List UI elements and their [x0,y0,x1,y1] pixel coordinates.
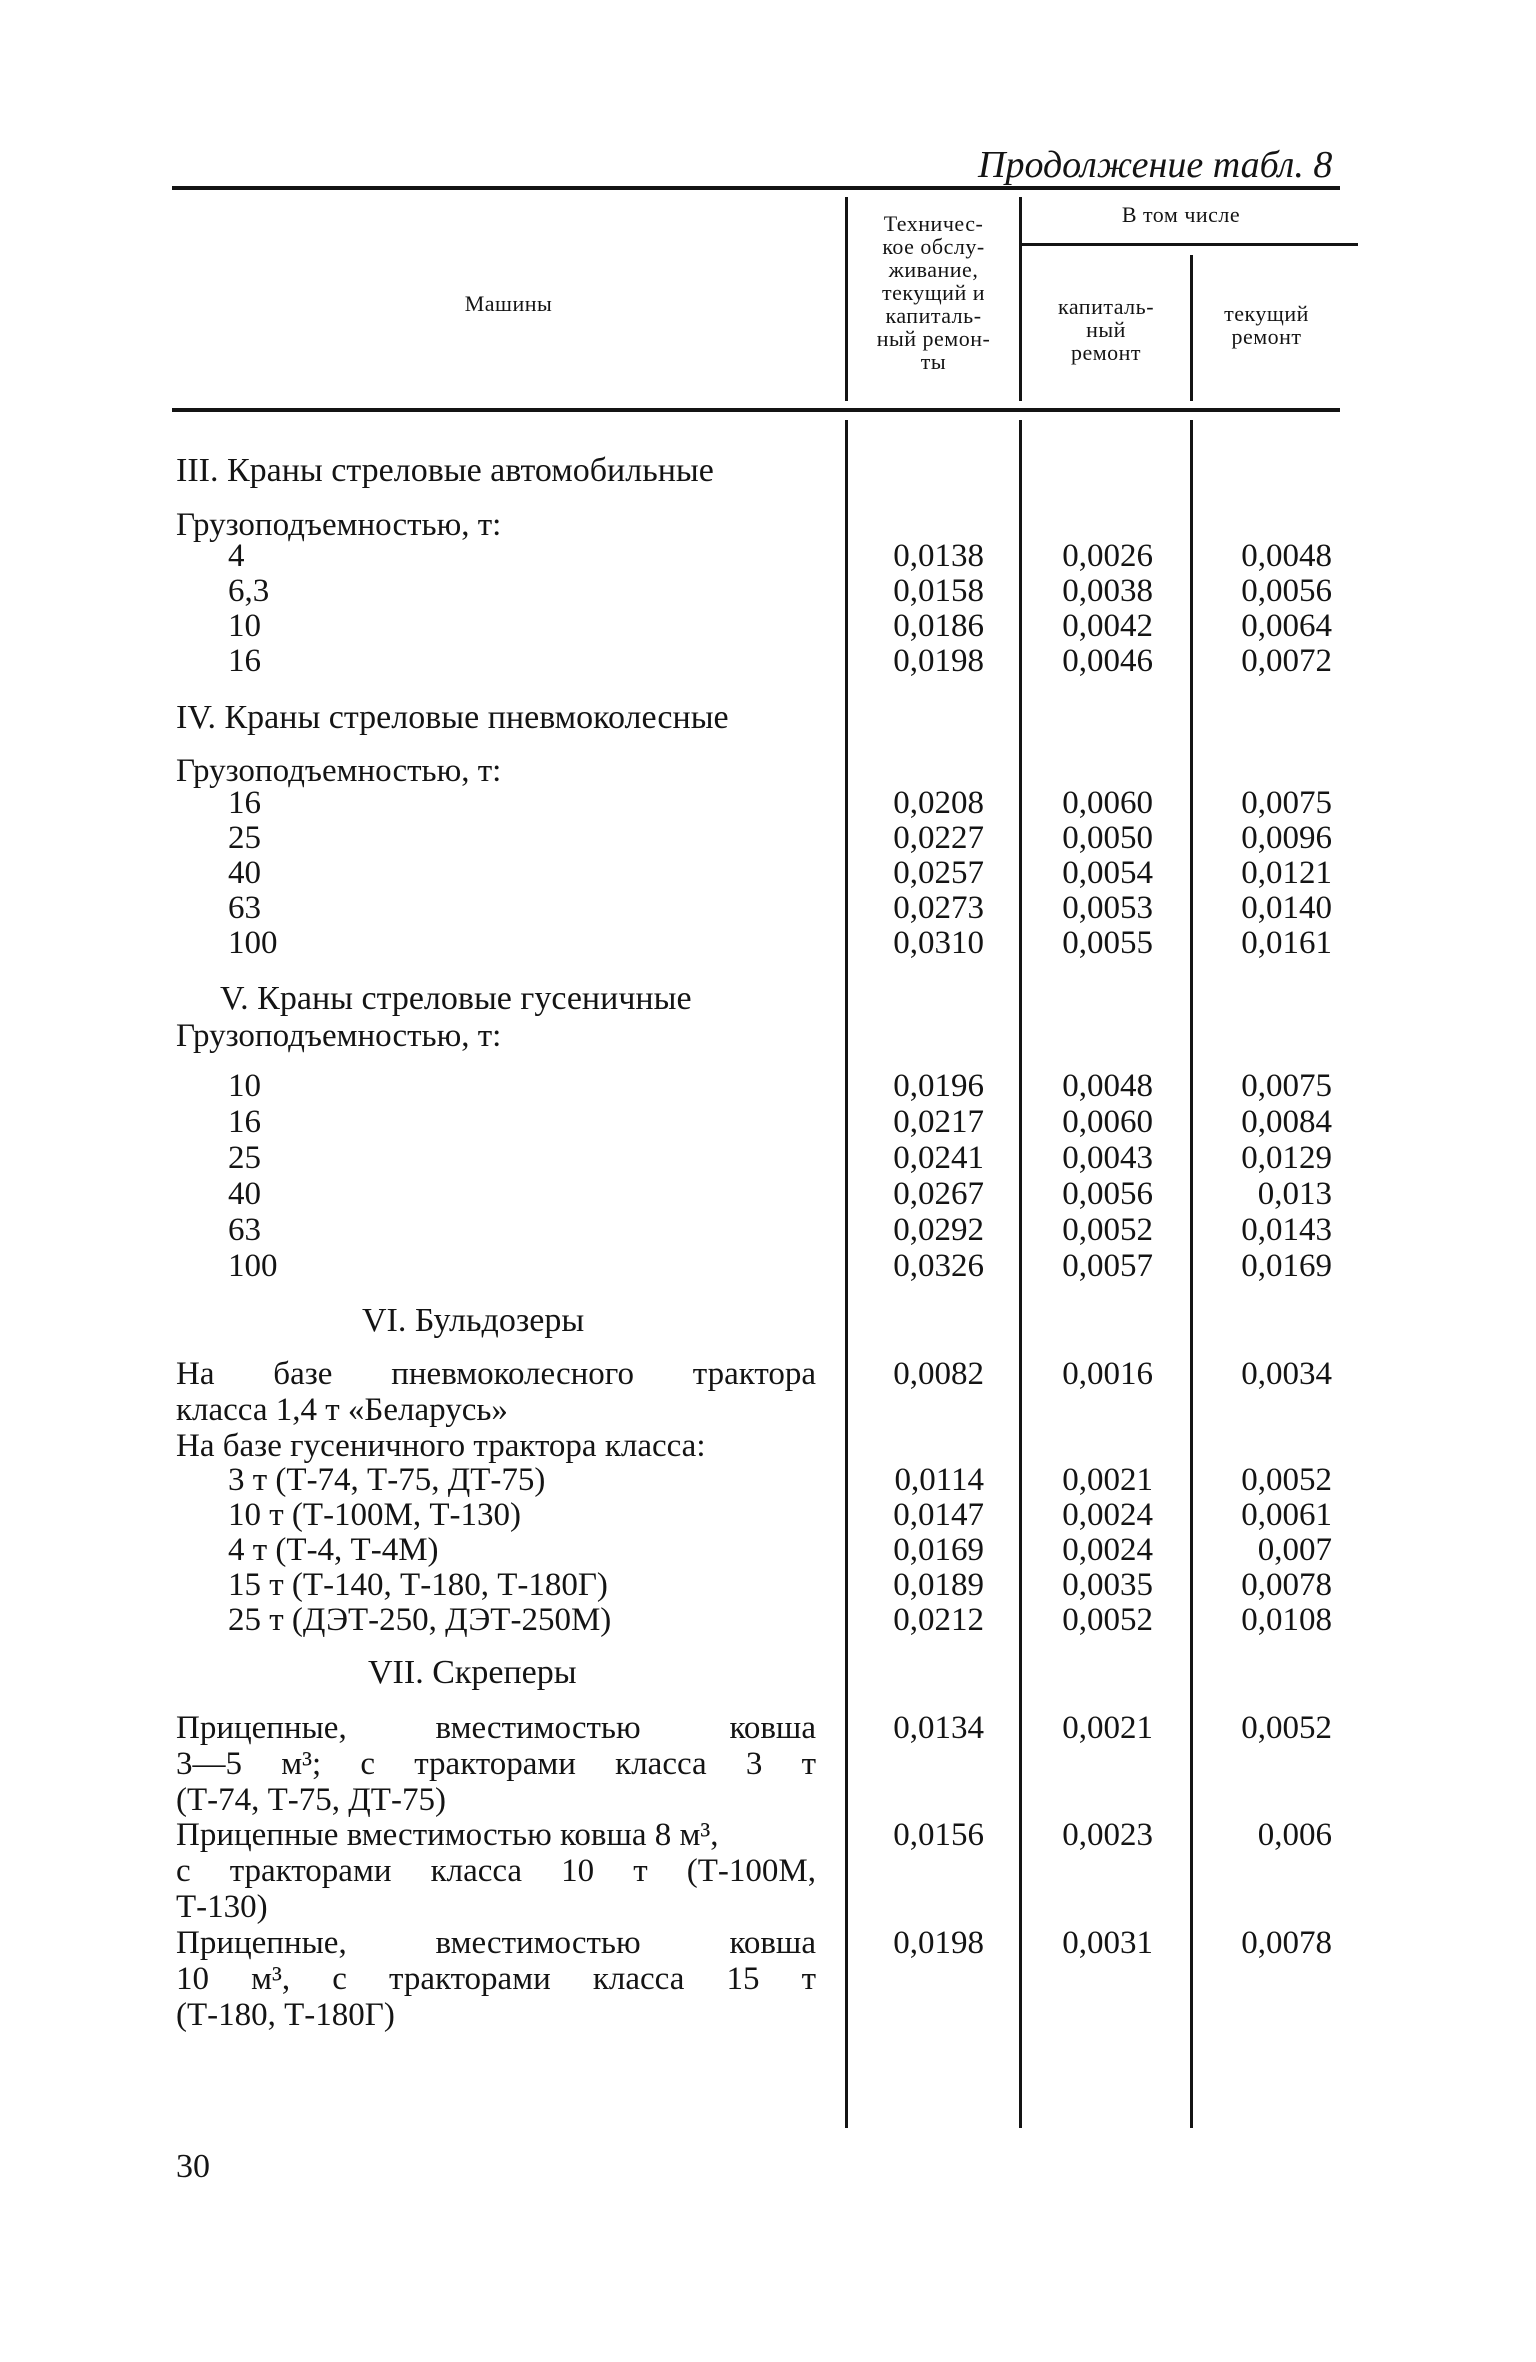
subheading: На базе гусеничного трактора класса: [176,1428,706,1464]
subheading: Грузоподъемностью, т: [176,1018,502,1054]
subheading: Грузоподъемностью, т: [176,507,502,543]
document-page: Продолжение табл. 8 Машины Техничес- кое обслу- живание, текущий и капиталь- ный ремон- ты В том числе капиталь- ный ремонт текущий ремонт III. Краны стреловые автомобильные Грузоподъемностью, т: 4 0,0138 0,0026 0,0048 6,3 0,0158 0,0038 0,0056 10 0,0186 0,0042 0,0064 16 0,0198 0,0046 0,0072 IV. Краны стреловые пневмоколесные Грузоподъемностью, т: 16 0,0208 0,0060 0,0075 25 0,0227 0,0050 0,0096 40 0,0257 0,0054 0,0121 63 0,0273 0,0053 0,0140 100 0,0310 0,0055 0,0161 V. Краны стреловые гусеничные Грузоподъемностью, т: 10 0,0196 0,0048 0,0075 16 0,0217 0,0060 0,0084 25 0,0241 0,0043 0,0129 40 0,0267 0,0056 0,013 63 0,0292 0,0052 0,0143 100 0,0326 0,0057 0,0169 VI. Бульдозеры На базе пневмоколесного трактора класса 1,4 т «Беларусь» 0,0082 0,0016 0,0034 На базе гусеничного трактора класса: 3 т (Т-74, Т-75, ДТ-75) 0,0114 0,0021 0,0052 10 т (Т-100М, Т-130) 0,0147 0,0024 0,0061 4 т (Т-4, Т-4М) 0,0169 0,0024 0,007 15 т (Т-140, Т-180, Т-180Г) 0,0189 0,0035 0,0078 25 т (ДЭТ-250, ДЭТ-250М) 0,0212 0,0052 0,0108 VII. Скреперы Прицепные, вместимостью ковша 3—5 м³; с тракторами класса 3 т (Т-74, Т-75, ДТ-75) 0,0134 0,0021 0,0052 Прицепные вместимостью ковша 8 м³, с тракторами класса 10 т (Т-100М, Т-130) 0,0156 0,0023 0,006 Прицепные, вместимостью ковша 10 м³, с тракторами класса 15 т (Т-180, Т-180Г) 0,0198 0,0031 0,0078 30 [0,0,1536,2362]
section-title: IV. Краны стреловые пневмоколесные [176,699,729,736]
header-current: текущий ремонт [1224,301,1309,349]
header-machines: Машины [464,291,553,316]
column-separator-1 [845,420,848,2128]
table-continuation-title: Продолжение табл. 8 [978,144,1333,186]
section-title: VII. Скреперы [368,1654,577,1691]
header-total: Техничес- кое обслу- живание, текущий и капиталь- ный ремон- ты [876,211,991,374]
column-separator-2 [1019,420,1022,2128]
column-separator-3 [1190,420,1193,2128]
subheader-rule [1020,243,1358,246]
section-title: VI. Бульдозеры [362,1302,585,1339]
header-including: В том числе [1121,202,1241,227]
section-title: III. Краны стреловые автомобильные [176,452,714,489]
section-title: V. Краны стреловые гусеничные [220,980,692,1017]
subheading: Грузоподъемностью, т: [176,753,502,789]
table-top-rule [172,186,1340,190]
header-bottom-rule [172,408,1340,412]
page-number: 30 [176,2148,210,2185]
header-capital: капиталь- ный ремонт [1057,294,1155,365]
